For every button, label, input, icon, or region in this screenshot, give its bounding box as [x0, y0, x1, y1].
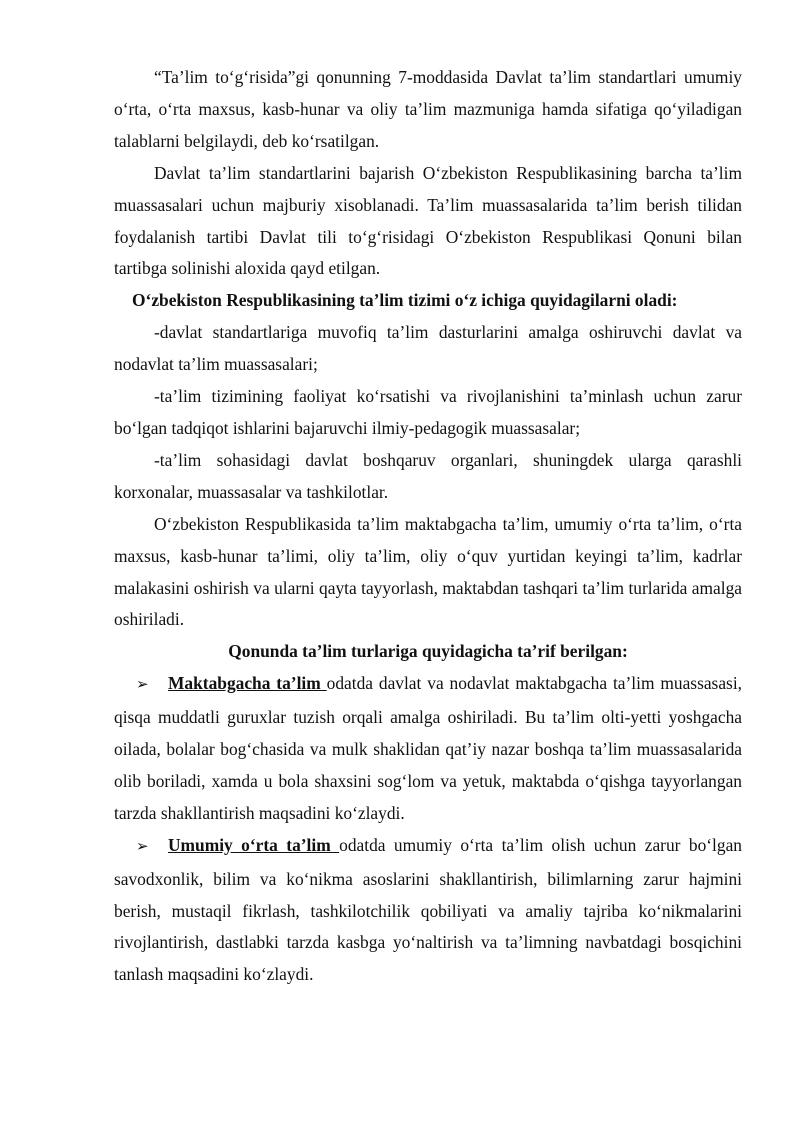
paragraph-2: Davlat ta’lim standartlarini bajarish O‘zbekiston Respublikasining barcha ta’lim muassasalari uchun majburiy xisoblanadi. Ta’lim muassasalarida ta’lim berish tilidan foydalanish tartibi Davlat tili to‘g‘risidagi O‘zbekiston Respublikasi Qonuni bilan tartibga solinishi aloxida qayd etilgan. [114, 162, 742, 279]
bullet-item-1 [114, 668, 742, 830]
arrow-bullet-icon: ➢ [136, 677, 149, 694]
list-item-1: -davlat standartlariga muvofiq ta’lim dasturlarini amalga oshiruvchi davlat va nodavlat ta’lim muassasalari; [114, 322, 742, 375]
bullet-text-1: odatda davlat va nodavlat maktabgacha ta’lim muassasasi, qisqa muddatli guruxlar tuzish orqali amalga oshiriladi. Bu ta’lim olti-yetti yoshgacha oilada, bolalar bog‘chasida va mulk shaklidan qat’iy nazar boshqa ta’lim muassasalarida olib boriladi, xamda u bola shaxsini sog‘lom va yetuk, maktabda o‘qishga tayyorlangan tarzda shakllantirish maqsadini ko‘zlaydi. [114, 673, 742, 823]
paragraph-1: “Ta’lim to‘g‘risida”gi qonunning 7-moddasida Davlat ta’lim standartlari umumiy o‘rta, o‘rta maxsus, kasb-hunar va oliy ta’lim mazmuniga hamda sifatiga qo‘yiladigan talablarni belgilaydi, deb ko‘rsatilgan. [114, 67, 742, 151]
section-heading-1: O‘zbekiston Respublikasining ta’lim tizimi o‘z ichiga quyidagilarni oladi: [132, 290, 678, 311]
arrow-bullet-icon: ➢ [136, 838, 149, 855]
list-item-2: -ta’lim tizimining faoliyat ko‘rsatishi va rivojlanishini ta’minlash uchun zarur bo‘lgan tadqiqot ishlarini bajaruvchi ilmiy-pedagogik muassasalar; [114, 386, 742, 438]
paragraph-3: O‘zbekiston Respublikasida ta’lim maktabgacha ta’lim, umumiy o‘rta ta’lim, o‘rta maxsus, kasb-hunar ta’limi, oliy ta’lim, oliy o‘quv yurtidan keyingi ta’lim, kadrlar malakasini oshirish va ularni qayta tayyorlash, maktabdan tashqari ta’lim turlarida amalga oshiriladi. [114, 513, 742, 630]
list-item-3: -ta’lim sohasidagi davlat boshqaruv organlari, shuningdek ularga qarashli korxonalar, muassasalar va tashkilotlar. [114, 449, 742, 502]
bullet-term-1: Maktabgacha ta’lim [168, 673, 327, 694]
bullet-term-2: Umumiy o‘rta ta’lim [168, 834, 340, 855]
section-heading-2: Qonunda ta’lim turlariga quyidagicha ta’rif berilgan: [228, 641, 628, 662]
bullet-item-2 [114, 830, 742, 992]
bullet-text-2: odatda umumiy o‘rta ta’lim olish uchun zarur bo‘lgan savodxonlik, bilim va ko‘nikma asoslarini shakllantirish, bilimlarning zarur hajmini berish, mustaqil fikrlash, tashkilotchilik qobiliyati va amaliy tajriba ko‘nikmalarini rivojlantirish, dastlabki tarzda kasbga yo‘naltirish va ta’limning navbatdagi bosqichini tanlash maqsadini ko‘zlaydi. [114, 834, 742, 985]
